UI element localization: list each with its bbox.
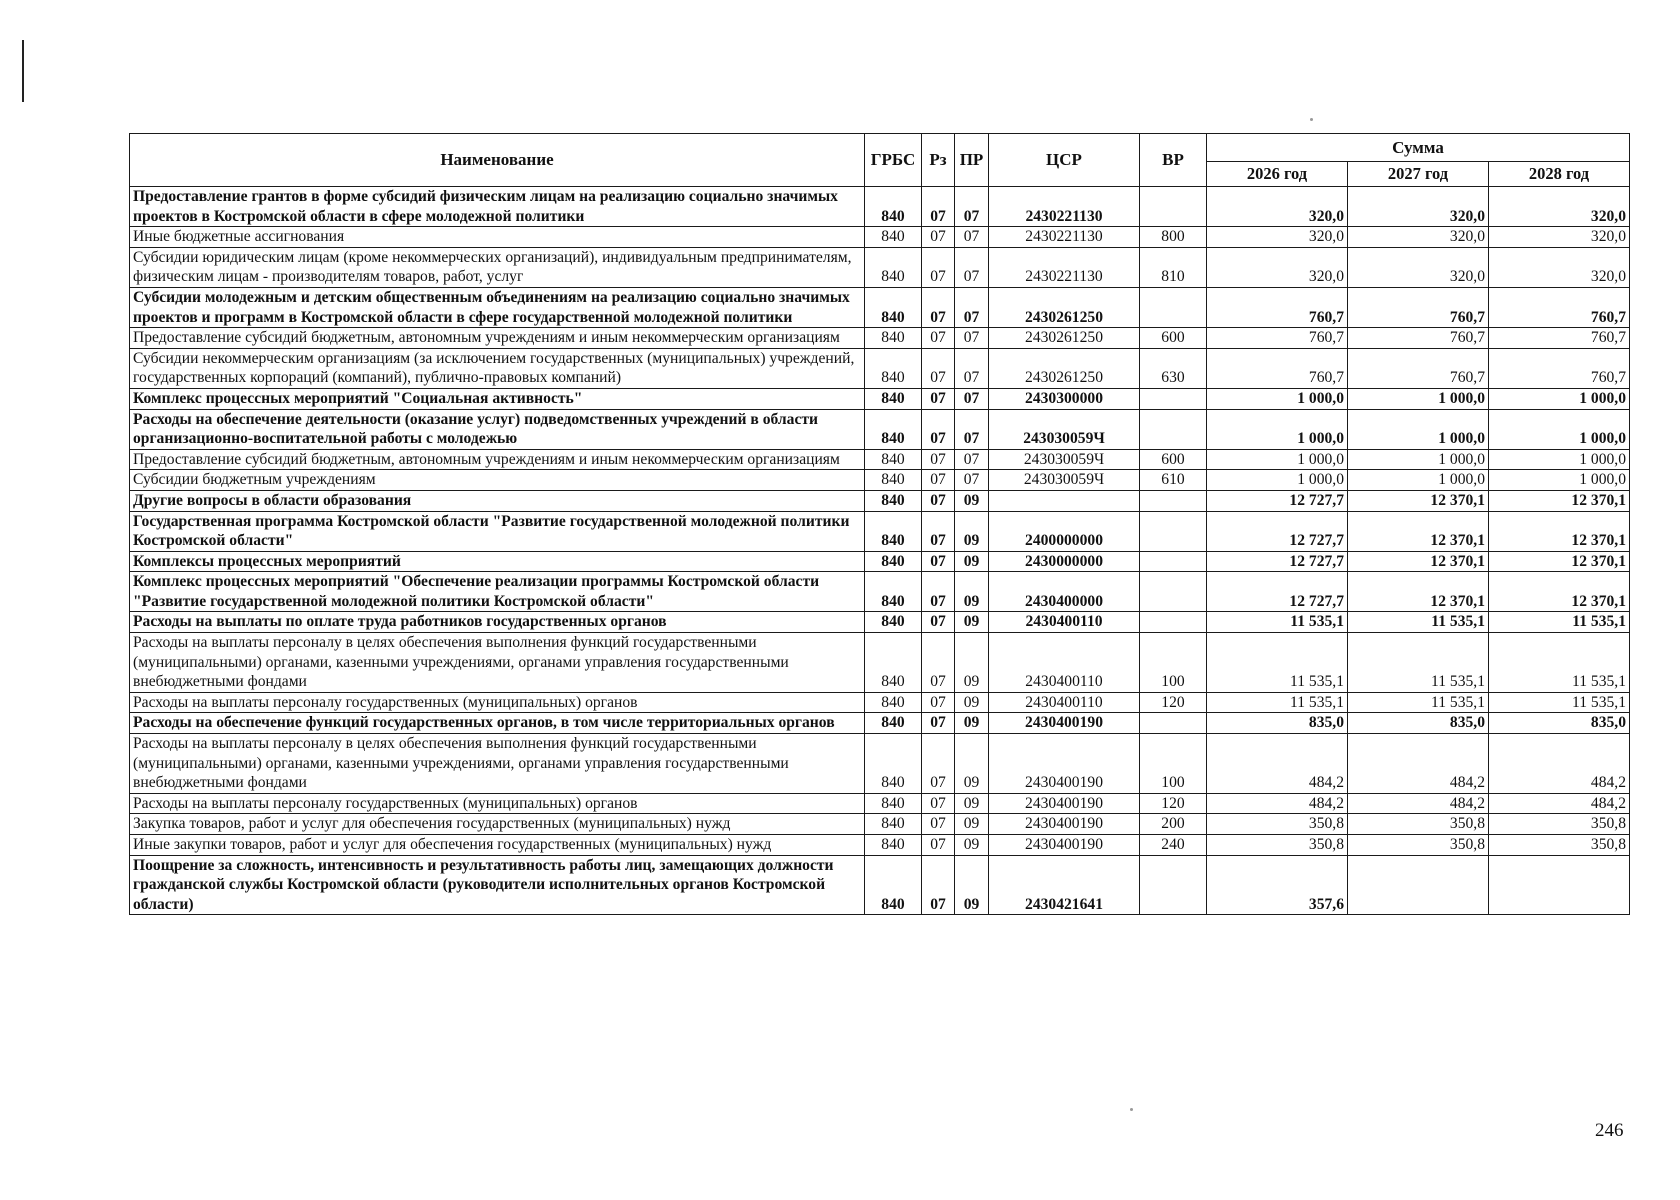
table-row: [130, 449, 1630, 470]
cell-pr: 09: [955, 855, 989, 915]
cell-sum-2027: 760,7: [1348, 348, 1489, 388]
cell-csr: 2430400110: [989, 612, 1140, 633]
cell-grbs: 840: [865, 572, 922, 612]
table-row: [130, 692, 1630, 713]
cell-sum-2026: 484,2: [1207, 734, 1348, 794]
scan-margin-line: [22, 40, 24, 102]
cell-sum-2027: 1 000,0: [1348, 470, 1489, 491]
cell-sum-2026: 350,8: [1207, 835, 1348, 856]
cell-rz: 07: [922, 572, 955, 612]
cell-name: Иные бюджетные ассигнования: [130, 227, 865, 248]
cell-rz: 07: [922, 348, 955, 388]
cell-sum-2026: 760,7: [1207, 287, 1348, 327]
cell-sum-2026: 12 727,7: [1207, 490, 1348, 511]
cell-sum-2026: 12 727,7: [1207, 551, 1348, 572]
cell-csr: 2430261250: [989, 328, 1140, 349]
cell-rz: 07: [922, 470, 955, 491]
cell-csr: 2430000000: [989, 551, 1140, 572]
cell-pr: 07: [955, 449, 989, 470]
cell-pr: 09: [955, 490, 989, 511]
cell-pr: 09: [955, 633, 989, 693]
cell-sum-2027: 12 370,1: [1348, 551, 1489, 572]
cell-sum-2028: 350,8: [1489, 835, 1630, 856]
cell-rz: 07: [922, 511, 955, 551]
cell-sum-2028: 760,7: [1489, 348, 1630, 388]
cell-name: Предоставление субсидий бюджетным, автономным учреждениям и иным некоммерческим организациям: [130, 449, 865, 470]
cell-rz: 07: [922, 713, 955, 734]
cell-pr: 09: [955, 551, 989, 572]
cell-vr: 120: [1140, 793, 1207, 814]
cell-csr: 2430261250: [989, 287, 1140, 327]
cell-pr: 09: [955, 713, 989, 734]
cell-sum-2026: 760,7: [1207, 348, 1348, 388]
table-row: [130, 835, 1630, 856]
cell-csr: 2430400190: [989, 713, 1140, 734]
cell-pr: 07: [955, 287, 989, 327]
cell-grbs: 840: [865, 388, 922, 409]
cell-pr: 07: [955, 388, 989, 409]
cell-grbs: 840: [865, 511, 922, 551]
cell-vr: 810: [1140, 247, 1207, 287]
cell-pr: 07: [955, 227, 989, 248]
table-row: [130, 470, 1630, 491]
cell-grbs: 840: [865, 612, 922, 633]
cell-vr: 100: [1140, 734, 1207, 794]
cell-vr: [1140, 388, 1207, 409]
cell-pr: 07: [955, 187, 989, 227]
cell-name: Иные закупки товаров, работ и услуг для обеспечения государственных (муниципальных) нужд: [130, 835, 865, 856]
header-year-2026: 2026 год: [1207, 162, 1348, 187]
cell-rz: 07: [922, 388, 955, 409]
cell-rz: 07: [922, 449, 955, 470]
cell-sum-2028: 350,8: [1489, 814, 1630, 835]
cell-name: Субсидии молодежным и детским общественным объединениям на реализацию социально значимых проектов и программ в Костромской области в сфере государственной молодежной политики: [130, 287, 865, 327]
cell-sum-2027: 11 535,1: [1348, 692, 1489, 713]
cell-pr: 09: [955, 814, 989, 835]
cell-vr: [1140, 409, 1207, 449]
cell-rz: 07: [922, 612, 955, 633]
table-row: [130, 328, 1630, 349]
table-row: [130, 348, 1630, 388]
cell-csr: 243030059Ч: [989, 449, 1140, 470]
table-row: [130, 287, 1630, 327]
cell-rz: 07: [922, 490, 955, 511]
cell-sum-2026: 320,0: [1207, 247, 1348, 287]
cell-sum-2026: 11 535,1: [1207, 692, 1348, 713]
cell-sum-2027: 350,8: [1348, 835, 1489, 856]
cell-sum-2026: 320,0: [1207, 187, 1348, 227]
header-year-2028: 2028 год: [1489, 162, 1630, 187]
page-number: 246: [1595, 1120, 1624, 1141]
table-row: [130, 551, 1630, 572]
cell-sum-2028: 12 370,1: [1489, 551, 1630, 572]
cell-csr: 2430400190: [989, 734, 1140, 794]
cell-pr: 09: [955, 511, 989, 551]
table-row: [130, 511, 1630, 551]
cell-vr: [1140, 551, 1207, 572]
cell-vr: [1140, 490, 1207, 511]
cell-pr: 07: [955, 348, 989, 388]
cell-sum-2026: 12 727,7: [1207, 511, 1348, 551]
cell-sum-2028: 484,2: [1489, 793, 1630, 814]
cell-sum-2026: 484,2: [1207, 793, 1348, 814]
header-year-2027: 2027 год: [1348, 162, 1489, 187]
cell-sum-2028: 11 535,1: [1489, 612, 1630, 633]
cell-sum-2028: 760,7: [1489, 287, 1630, 327]
cell-rz: 07: [922, 328, 955, 349]
cell-name: Расходы на обеспечение деятельности (оказание услуг) подведомственных учреждений в области организационно-воспитательной работы с молодежью: [130, 409, 865, 449]
cell-vr: [1140, 713, 1207, 734]
cell-rz: 07: [922, 734, 955, 794]
cell-sum-2028: 320,0: [1489, 247, 1630, 287]
cell-pr: 09: [955, 835, 989, 856]
cell-csr: 2430300000: [989, 388, 1140, 409]
cell-name: Расходы на выплаты персоналу государственных (муниципальных) органов: [130, 793, 865, 814]
cell-name: Предоставление грантов в форме субсидий физическим лицам на реализацию социально значимых проектов в Костромской области в сфере молодежной политики: [130, 187, 865, 227]
cell-sum-2027: 11 535,1: [1348, 633, 1489, 693]
cell-csr: 2430421641: [989, 855, 1140, 915]
cell-grbs: 840: [865, 449, 922, 470]
cell-grbs: 840: [865, 814, 922, 835]
cell-grbs: 840: [865, 187, 922, 227]
cell-vr: 200: [1140, 814, 1207, 835]
cell-vr: [1140, 187, 1207, 227]
cell-rz: 07: [922, 551, 955, 572]
cell-name: Государственная программа Костромской области "Развитие государственной молодежной политики Костромской области": [130, 511, 865, 551]
header-rz: Рз: [922, 134, 955, 187]
cell-name: Субсидии юридическим лицам (кроме некоммерческих организаций), индивидуальным предпринимателям, физическим лицам - производителям товаров, работ, услуг: [130, 247, 865, 287]
cell-name: Расходы на обеспечение функций государственных органов, в том числе территориальных органов: [130, 713, 865, 734]
cell-grbs: 840: [865, 470, 922, 491]
table-row: [130, 612, 1630, 633]
scan-speck: [1130, 1108, 1133, 1111]
cell-sum-2026: 12 727,7: [1207, 572, 1348, 612]
header-grbs: ГРБС: [865, 134, 922, 187]
cell-sum-2027: 484,2: [1348, 793, 1489, 814]
cell-sum-2028: 12 370,1: [1489, 511, 1630, 551]
cell-pr: 09: [955, 572, 989, 612]
cell-rz: 07: [922, 855, 955, 915]
cell-csr: 2400000000: [989, 511, 1140, 551]
cell-sum-2027: 320,0: [1348, 247, 1489, 287]
cell-sum-2028: 320,0: [1489, 227, 1630, 248]
cell-vr: 120: [1140, 692, 1207, 713]
cell-csr: [989, 490, 1140, 511]
cell-pr: 07: [955, 409, 989, 449]
cell-sum-2028: 1 000,0: [1489, 388, 1630, 409]
table-row: [130, 187, 1630, 227]
cell-sum-2028: 1 000,0: [1489, 449, 1630, 470]
budget-table: [129, 133, 1630, 915]
cell-sum-2028: 1 000,0: [1489, 470, 1630, 491]
cell-pr: 09: [955, 734, 989, 794]
cell-csr: 243030059Ч: [989, 470, 1140, 491]
cell-name: Предоставление субсидий бюджетным, автономным учреждениям и иным некоммерческим организациям: [130, 328, 865, 349]
cell-rz: 07: [922, 247, 955, 287]
cell-sum-2027: 320,0: [1348, 187, 1489, 227]
table-row: [130, 572, 1630, 612]
cell-sum-2028: 835,0: [1489, 713, 1630, 734]
cell-pr: 07: [955, 470, 989, 491]
cell-name: Комплекс процессных мероприятий "Обеспечение реализации программы Костромской области "Развитие государственной молодежной политики Костромской области": [130, 572, 865, 612]
cell-grbs: 840: [865, 490, 922, 511]
cell-sum-2026: 11 535,1: [1207, 612, 1348, 633]
header-csr: ЦСР: [989, 134, 1140, 187]
cell-sum-2027: 835,0: [1348, 713, 1489, 734]
cell-sum-2027: 760,7: [1348, 287, 1489, 327]
cell-csr: 2430221130: [989, 227, 1140, 248]
cell-grbs: 840: [865, 287, 922, 327]
table-row: [130, 713, 1630, 734]
cell-csr: 2430400000: [989, 572, 1140, 612]
cell-sum-2027: 1 000,0: [1348, 449, 1489, 470]
cell-sum-2026: 1 000,0: [1207, 449, 1348, 470]
cell-sum-2027: 1 000,0: [1348, 409, 1489, 449]
cell-name: Расходы на выплаты по оплате труда работников государственных органов: [130, 612, 865, 633]
cell-pr: 07: [955, 328, 989, 349]
cell-sum-2027: 1 000,0: [1348, 388, 1489, 409]
cell-sum-2026: 1 000,0: [1207, 388, 1348, 409]
cell-sum-2028: 12 370,1: [1489, 572, 1630, 612]
cell-rz: 07: [922, 227, 955, 248]
cell-name: Другие вопросы в области образования: [130, 490, 865, 511]
cell-pr: 07: [955, 247, 989, 287]
table-row: [130, 409, 1630, 449]
cell-grbs: 840: [865, 409, 922, 449]
cell-csr: 2430400190: [989, 793, 1140, 814]
cell-sum-2027: 320,0: [1348, 227, 1489, 248]
cell-sum-2028: 760,7: [1489, 328, 1630, 349]
cell-grbs: 840: [865, 633, 922, 693]
cell-sum-2027: 12 370,1: [1348, 572, 1489, 612]
cell-rz: 07: [922, 187, 955, 227]
cell-sum-2026: 1 000,0: [1207, 409, 1348, 449]
cell-name: Закупка товаров, работ и услуг для обеспечения государственных (муниципальных) нужд: [130, 814, 865, 835]
table-row: [130, 227, 1630, 248]
cell-sum-2028: 11 535,1: [1489, 692, 1630, 713]
cell-grbs: 840: [865, 227, 922, 248]
table-row: [130, 247, 1630, 287]
cell-sum-2027: 760,7: [1348, 328, 1489, 349]
cell-grbs: 840: [865, 328, 922, 349]
cell-grbs: 840: [865, 793, 922, 814]
cell-sum-2026: 835,0: [1207, 713, 1348, 734]
cell-grbs: 840: [865, 713, 922, 734]
cell-vr: [1140, 511, 1207, 551]
cell-name: Поощрение за сложность, интенсивность и результативность работы лиц, замещающих должности гражданской службы Костромской области (руководители исполнительных органов Костромской области): [130, 855, 865, 915]
cell-sum-2028: 484,2: [1489, 734, 1630, 794]
cell-csr: 2430400190: [989, 814, 1140, 835]
header-pr: ПР: [955, 134, 989, 187]
cell-vr: [1140, 287, 1207, 327]
cell-name: Комплекс процессных мероприятий "Социальная активность": [130, 388, 865, 409]
cell-sum-2026: 357,6: [1207, 855, 1348, 915]
cell-pr: 09: [955, 612, 989, 633]
cell-rz: 07: [922, 814, 955, 835]
scan-speck: [1310, 118, 1313, 121]
table-row: [130, 388, 1630, 409]
cell-grbs: 840: [865, 348, 922, 388]
cell-rz: 07: [922, 835, 955, 856]
table-header: [130, 134, 1630, 187]
cell-csr: 2430400110: [989, 633, 1140, 693]
cell-sum-2026: 350,8: [1207, 814, 1348, 835]
cell-sum-2027: 12 370,1: [1348, 490, 1489, 511]
cell-vr: 800: [1140, 227, 1207, 248]
cell-name: Расходы на выплаты персоналу в целях обеспечения выполнения функций государственными (муниципальными) органами, казенными учреждениями, органами управления государственными внебюджетными фондами: [130, 734, 865, 794]
cell-grbs: 840: [865, 855, 922, 915]
cell-pr: 09: [955, 692, 989, 713]
cell-csr: 2430400110: [989, 692, 1140, 713]
cell-name: Расходы на выплаты персоналу в целях обеспечения выполнения функций государственными (муниципальными) органами, казенными учреждениями, органами управления государственными внебюджетными фондами: [130, 633, 865, 693]
cell-sum-2026: 320,0: [1207, 227, 1348, 248]
cell-vr: 610: [1140, 470, 1207, 491]
table-row: [130, 633, 1630, 693]
cell-sum-2028: 320,0: [1489, 187, 1630, 227]
cell-csr: 243030059Ч: [989, 409, 1140, 449]
header-sum: Сумма: [1207, 134, 1630, 162]
cell-vr: 600: [1140, 328, 1207, 349]
table-row: [130, 855, 1630, 915]
cell-sum-2028: [1489, 855, 1630, 915]
cell-vr: [1140, 855, 1207, 915]
cell-pr: 09: [955, 793, 989, 814]
cell-sum-2027: 11 535,1: [1348, 612, 1489, 633]
table-row: [130, 734, 1630, 794]
cell-rz: 07: [922, 633, 955, 693]
cell-grbs: 840: [865, 551, 922, 572]
cell-csr: 2430400190: [989, 835, 1140, 856]
cell-name: Расходы на выплаты персоналу государственных (муниципальных) органов: [130, 692, 865, 713]
cell-vr: [1140, 612, 1207, 633]
cell-vr: 240: [1140, 835, 1207, 856]
cell-csr: 2430261250: [989, 348, 1140, 388]
cell-name: Субсидии бюджетным учреждениям: [130, 470, 865, 491]
cell-grbs: 840: [865, 692, 922, 713]
cell-vr: [1140, 572, 1207, 612]
cell-sum-2027: 350,8: [1348, 814, 1489, 835]
cell-sum-2026: 11 535,1: [1207, 633, 1348, 693]
cell-rz: 07: [922, 793, 955, 814]
cell-sum-2028: 12 370,1: [1489, 490, 1630, 511]
cell-sum-2028: 11 535,1: [1489, 633, 1630, 693]
cell-sum-2026: 760,7: [1207, 328, 1348, 349]
table-row: [130, 814, 1630, 835]
cell-rz: 07: [922, 409, 955, 449]
cell-sum-2027: 484,2: [1348, 734, 1489, 794]
cell-vr: 630: [1140, 348, 1207, 388]
cell-csr: 2430221130: [989, 187, 1140, 227]
cell-grbs: 840: [865, 835, 922, 856]
cell-sum-2028: 1 000,0: [1489, 409, 1630, 449]
cell-name: Комплексы процессных мероприятий: [130, 551, 865, 572]
cell-sum-2027: 12 370,1: [1348, 511, 1489, 551]
cell-rz: 07: [922, 692, 955, 713]
cell-grbs: 840: [865, 734, 922, 794]
cell-sum-2026: 1 000,0: [1207, 470, 1348, 491]
cell-vr: 600: [1140, 449, 1207, 470]
table-row: [130, 490, 1630, 511]
header-name: Наименование: [130, 134, 865, 187]
cell-rz: 07: [922, 287, 955, 327]
cell-csr: 2430221130: [989, 247, 1140, 287]
table-body: [130, 187, 1630, 915]
cell-grbs: 840: [865, 247, 922, 287]
cell-sum-2027: [1348, 855, 1489, 915]
table-row: [130, 793, 1630, 814]
cell-name: Субсидии некоммерческим организациям (за исключением государственных (муниципальных) учреждений, государственных корпораций (компаний), публично-правовых компаний): [130, 348, 865, 388]
cell-vr: 100: [1140, 633, 1207, 693]
header-vr: ВР: [1140, 134, 1207, 187]
